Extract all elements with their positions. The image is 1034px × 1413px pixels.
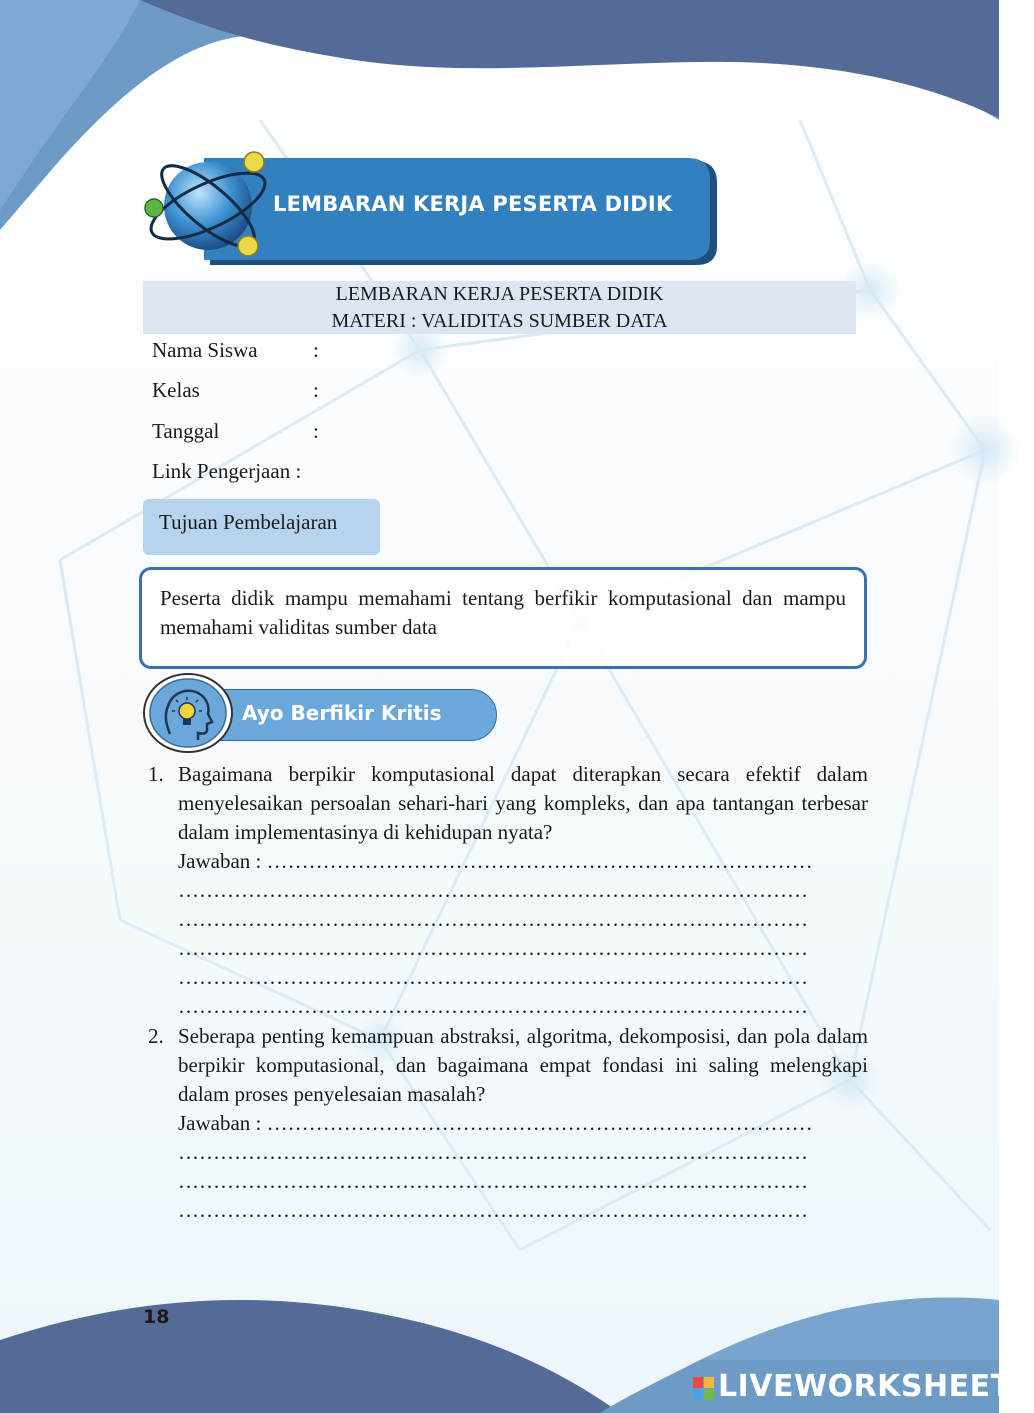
question-body	[178, 760, 868, 1021]
info-colon: :	[313, 419, 319, 443]
info-colon: :	[313, 338, 319, 362]
liveworksheets-brand[interactable]: LIVEWORKSHEETS	[718, 1369, 1034, 1404]
info-row-date	[152, 419, 552, 444]
answer-line[interactable]: ………………………………………………………………………………	[178, 936, 808, 960]
lightbulb-head-icon	[142, 672, 234, 754]
question-body	[178, 1022, 868, 1225]
info-row-class	[152, 378, 552, 403]
learning-goals-heading: Tujuan Pembelajaran	[143, 499, 380, 555]
answer-line[interactable]: ………………………………………………………………………………	[178, 965, 808, 989]
answer-line[interactable]: ………………………………………………………………………………	[178, 994, 808, 1018]
info-colon: :	[313, 378, 319, 402]
worksheet-title-box	[143, 281, 856, 334]
atom-icon	[140, 148, 280, 263]
banner-title: LEMBARAN KERJA PESERTA DIDIK	[273, 192, 673, 216]
worksheet-subject: MATERI : VALIDITAS SUMBER DATA	[331, 310, 668, 332]
question-number: 2.	[148, 1024, 164, 1048]
info-label: Link Pengerjaan :	[152, 459, 302, 483]
answer-line[interactable]: ………………………………………………………………………………	[178, 1198, 808, 1222]
answer-line[interactable]: ………………………………………………………………………………	[178, 878, 808, 902]
question-text: Seberapa penting kemampuan abstraksi, algoritma, dekomposisi, dan pola dalam berpikir komputasional, dan bagaimana empat fondasi ini saling melengkapi dalam proses penyelesaian masalah?	[178, 1024, 868, 1106]
info-label: Tanggal	[152, 419, 220, 443]
info-row-name	[152, 338, 552, 363]
answer-line[interactable]: ………………………………………………………………………………	[178, 1169, 808, 1193]
question-2	[148, 1022, 868, 1227]
question-text: Bagaimana berpikir komputasional dapat diterapkan secara efektif dalam menyelesaikan persoalan sehari-hari yang kompleks, dan apa tantangan terbesar dalam implementasinya di kehidupan nyata?	[178, 762, 868, 844]
info-row-link	[152, 459, 552, 484]
answer-line[interactable]: ………………………………………………………………………………	[178, 907, 808, 931]
question-number: 1.	[148, 762, 164, 786]
learning-goals-box: Peserta didik mampu memahami tentang berfikir komputasional dan mampu memahami validitas sumber data	[139, 567, 867, 669]
answer-line[interactable]: ………………………………………………………………………………	[178, 1140, 808, 1164]
worksheet-title: LEMBARAN KERJA PESERTA DIDIK	[335, 283, 664, 305]
critical-thinking-heading: Ayo Berfikir Kritis	[242, 701, 442, 725]
page-number: 18	[143, 1306, 170, 1328]
liveworksheets-logo-icon	[693, 1377, 715, 1401]
info-label: Kelas	[152, 378, 200, 402]
answer-label[interactable]: Jawaban : ……………………………………………………………………	[178, 849, 813, 873]
answer-label[interactable]: Jawaban : ……………………………………………………………………	[178, 1111, 813, 1135]
info-label: Nama Siswa	[152, 338, 258, 362]
question-1	[148, 760, 868, 1022]
